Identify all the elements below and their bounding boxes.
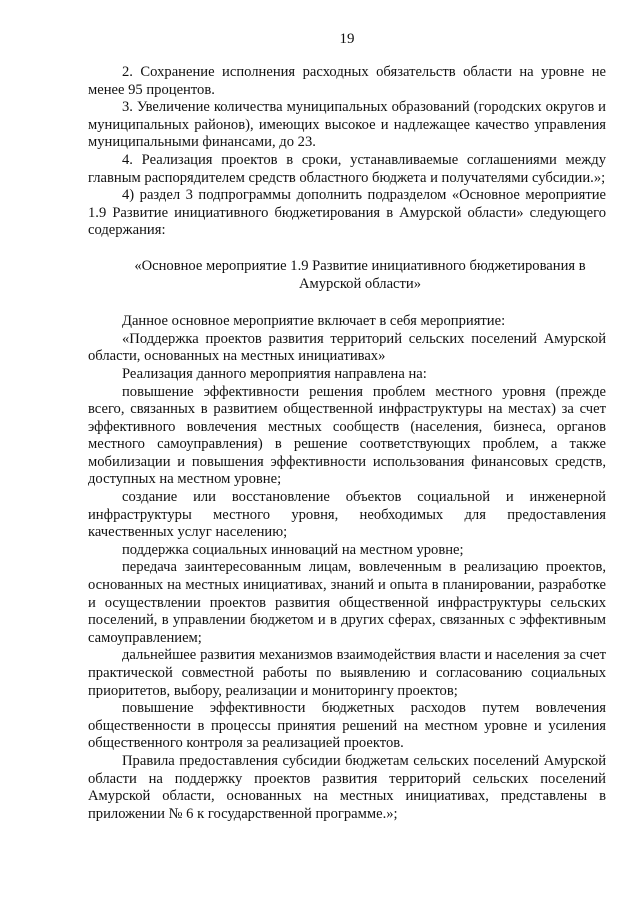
paragraph-aim-efficiency: повышение эффективности решения проблем местного уровня (прежде всего, связанных в развитием общественной инфраструктуры на местах) за счет эффективного вовлечения местных сообществ (населения, бизнеса, органов местного самоуправления) в решение соответствующих проблем, а также мобилизации и повышения эффективности использования финансовых средств, доступных на местном уровне; bbox=[88, 383, 606, 488]
paragraph-goal-4: 4. Реализация проектов в сроки, устанавливаемые соглашениями между главным распорядителем средств областного бюджета и получателями субсидии.»; bbox=[88, 151, 606, 186]
paragraph-rules: Правила предоставления субсидии бюджетам сельских поселений Амурской области на поддержку проектов развития территорий сельских поселений Амурской области, основанных на местных инициативах, представлены в приложении № 6 к государственной программе.»; bbox=[88, 752, 606, 822]
paragraph-amendment-4: 4) раздел 3 подпрограммы дополнить подразделом «Основное мероприятие 1.9 Развитие инициативного бюджетирования в Амурской области» следующего содержания: bbox=[88, 187, 606, 239]
paragraph-goal-2: 2. Сохранение исполнения расходных обязательств области на уровне не менее 95 процентов. bbox=[88, 64, 606, 98]
paragraph-aim-interaction: дальнейшее развития механизмов взаимодействия власти и населения за счет практической совместной работы по выявлению и согласованию социальных приоритетов, выбору, реализации и мониторингу проектов; bbox=[88, 647, 606, 699]
paragraph-aim-knowledge: передача заинтересованным лицам, вовлеченным в реализацию проектов, основанных на местных инициативах, знаний и опыта в планировании, разработке и осуществлении проектов развития общественной инфраструктуры сельских поселений, в управлении бюджетом и в других сферах, связанных с эффективным самоуправлением; bbox=[88, 559, 606, 646]
page-number: 19 bbox=[339, 31, 355, 47]
paragraph-goal-3: 3. Увеличение количества муниципальных образований (городских округов и муниципальных районов), имеющих высокое и надлежащее качество управления муниципальными финансами, до 23. bbox=[88, 99, 606, 151]
paragraph-aim-infrastructure: создание или восстановление объектов социальной и инженерной инфраструктуры местного уровня, необходимых для предоставления качественных услуг населению; bbox=[88, 489, 606, 541]
paragraph-intro: Данное основное мероприятие включает в себя мероприятие: bbox=[122, 313, 506, 330]
paragraph-aim-innovation: поддержка социальных инноваций на местном уровне; bbox=[122, 541, 464, 558]
paragraph-aim-intro: Реализация данного мероприятия направлена на: bbox=[122, 365, 427, 382]
section-heading: «Основное мероприятие 1.9 Развитие инициативного бюджетирования в Амурской области» bbox=[134, 257, 586, 292]
paragraph-measure-name: «Поддержка проектов развития территорий сельских поселений Амурской области, основанных на местных инициативах» bbox=[88, 330, 606, 365]
paragraph-aim-budget: повышение эффективности бюджетных расходов путем вовлечения общественности в процессы принятия решений на местном уровне и усиления общественного контроля за реализацией проектов. bbox=[88, 700, 606, 752]
